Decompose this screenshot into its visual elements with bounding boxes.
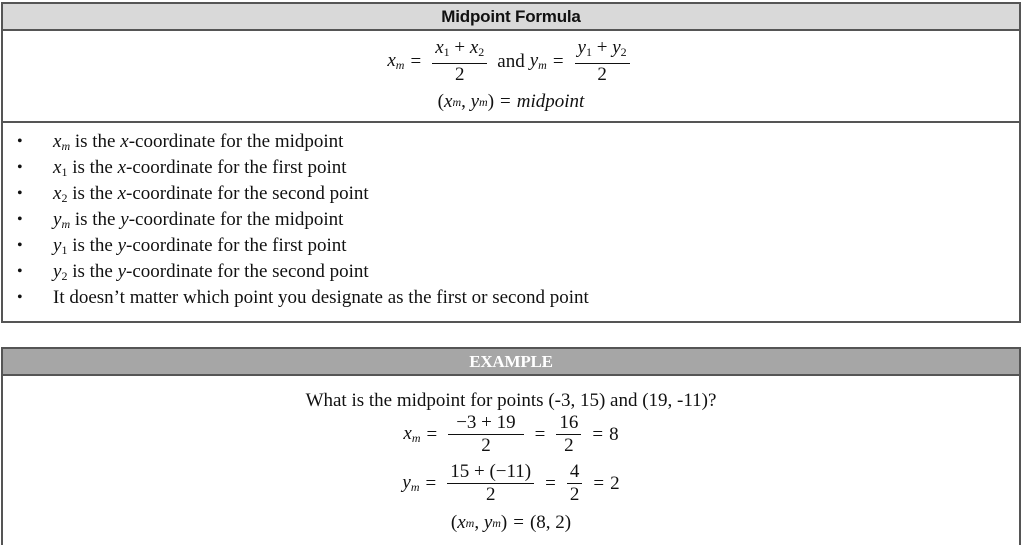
list-item-note: • It doesn’t matter which point you designate as the first or second point (3, 285, 1019, 311)
y-midpoint-calculation: $y_m$ = $\frac{15 + (-11)}{2}$ = $\frac{4}{2}$ = 2 (402, 461, 620, 505)
list-item: • $y_2$ is the y-coordinate for the second point (17, 261, 369, 283)
xm-symbol: $x_m$ (387, 50, 405, 72)
midpoint-definition-line: ( x m , y m ) = midpoint (437, 91, 585, 112)
bullet-icon: • (17, 159, 23, 176)
formula-table-header: Midpoint Formula (3, 4, 1019, 31)
list-item: • $y_m$ is the y-coordinate for the midpoint (17, 209, 344, 231)
example-table-header: EXAMPLE (3, 349, 1019, 376)
formula-main-line (3, 37, 1019, 86)
example-body (3, 376, 1019, 547)
equals-sign: = (410, 50, 422, 72)
y-fraction: $\frac{y_1 + y_2}{2}$ (575, 37, 630, 86)
example-question: What is the midpoint for points (-3, 15) and (19, -11)? (305, 390, 717, 411)
bullet-icon: • (17, 237, 23, 254)
list-item: • $x_m$ is the x-coordinate for the midpoint (17, 131, 344, 153)
bullet-icon: • (17, 211, 23, 228)
bullet-icon: • (17, 185, 23, 202)
x-midpoint-calculation: $x_m$ = $\frac{-3 + 19}{2}$ = $\frac{16}{2}$ = 8 (403, 412, 619, 456)
equals-sign: = (552, 50, 564, 72)
midpoint-answer: ( x m , y m ) = (8, 2) (450, 512, 572, 533)
midpoint-formula-table (1, 2, 1021, 323)
bullet-icon: • (17, 263, 23, 280)
midpoint-word: midpoint (516, 91, 585, 112)
example-table (1, 347, 1021, 545)
and-text: and (497, 50, 525, 72)
list-item: • $y_1$ is the y-coordinate for the first point (17, 235, 347, 257)
list-item: • $x_1$ is the x-coordinate for the first point (17, 157, 347, 179)
bullet-icon: • (17, 289, 23, 306)
list-item: • $x_2$ is the x-coordinate for the second point (17, 183, 369, 205)
ym-symbol: $y_m$ (529, 50, 547, 72)
x-fraction: $\frac{x_1 + x_2}{2}$ (432, 37, 487, 86)
definitions-list (3, 123, 1019, 311)
formula-cell (3, 31, 1019, 123)
bullet-icon: • (17, 133, 23, 150)
